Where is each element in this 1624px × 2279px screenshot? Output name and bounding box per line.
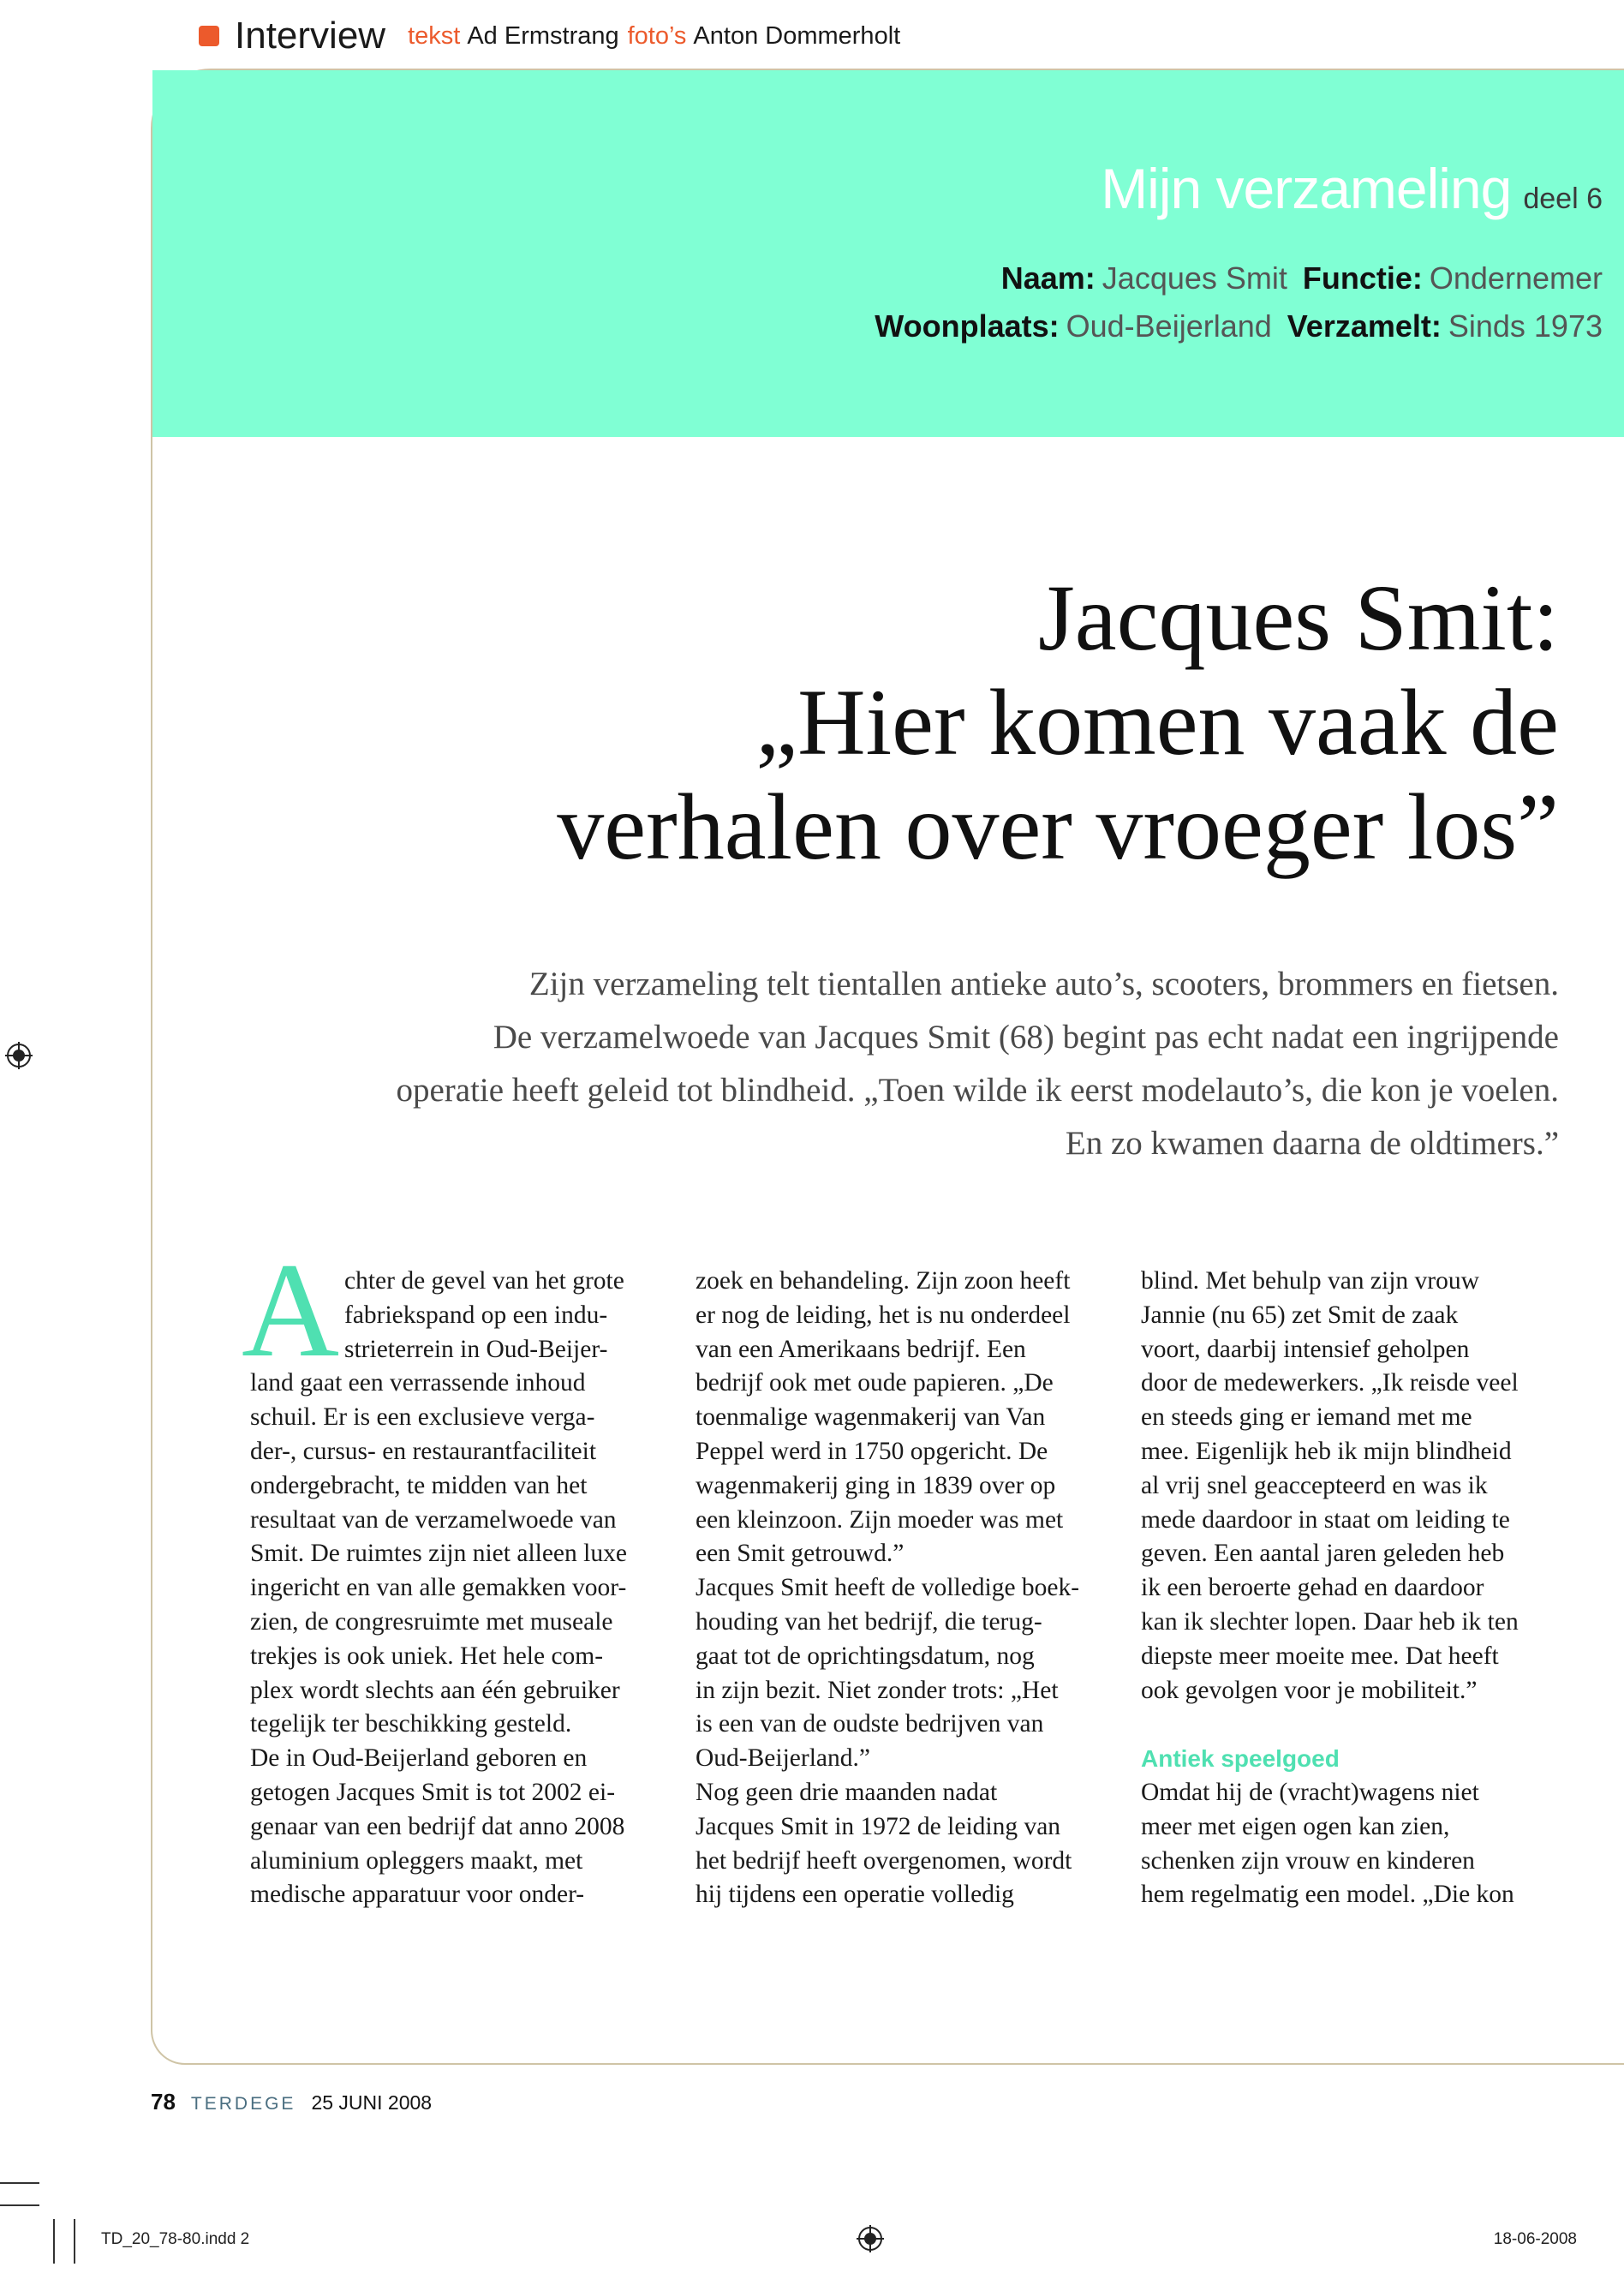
body-line: meer met eigen ogen kan zien, bbox=[1141, 1812, 1450, 1840]
body-line: Omdat hij de (vracht)wagens niet bbox=[1141, 1778, 1479, 1806]
body-line: hij tijdens een operatie volledig bbox=[696, 1881, 1014, 1909]
headline-line: Jacques Smit: bbox=[1037, 565, 1559, 670]
photo-credit-key: foto’s bbox=[627, 21, 687, 50]
body-line: hem regelmatig een model. „Die kon bbox=[1141, 1881, 1514, 1909]
intro-line: En zo kwamen daarna de oldtimers.” bbox=[1065, 1125, 1559, 1162]
body-line: ingericht en van alle gemakken voor- bbox=[250, 1574, 627, 1602]
body-line-spacer bbox=[1141, 1708, 1569, 1742]
body-line: Oud-Beijerland.” bbox=[696, 1744, 870, 1773]
body-line: schuil. Er is een exclusieve verga- bbox=[250, 1403, 595, 1432]
body-line: geven. Een aantal jaren geleden heb bbox=[1141, 1540, 1505, 1568]
function-key: Functie: bbox=[1302, 260, 1423, 296]
name-key: Naam: bbox=[1000, 260, 1096, 296]
intro-line: Zijn verzameling telt tientallen antieke auto’s, scooters, brommers en fietsen. bbox=[528, 966, 1559, 1002]
function-value: Ondernemer bbox=[1429, 260, 1603, 296]
body-line: en steeds ging er iemand met me bbox=[1141, 1403, 1472, 1432]
body-line: van een Amerikaans bedrijf. Een bbox=[696, 1335, 1026, 1363]
page-number: 78 bbox=[151, 2089, 176, 2115]
body-line: getogen Jacques Smit is tot 2002 ei- bbox=[250, 1778, 616, 1806]
body-line: schenken zijn vrouw en kinderen bbox=[1141, 1846, 1475, 1875]
body-line: De in Oud-Beijerland geboren en bbox=[250, 1744, 588, 1773]
article-header bbox=[199, 15, 909, 57]
intro-paragraph bbox=[396, 958, 1559, 1170]
body-line: er nog de leiding, het is nu onderdeel bbox=[696, 1301, 1071, 1329]
residence-key: Woonplaats: bbox=[875, 308, 1060, 344]
body-line: plex wordt slechts aan één gebruiker bbox=[250, 1676, 620, 1704]
body-line: is een van de oudste bedrijven van bbox=[696, 1710, 1044, 1738]
profile-row-1 bbox=[1001, 260, 1603, 296]
name-value: Jacques Smit bbox=[1102, 260, 1287, 296]
body-line: gaat tot de oprichtingsdatum, nog bbox=[696, 1642, 1035, 1670]
profile-row-2 bbox=[875, 308, 1603, 344]
body-column-2 bbox=[696, 1265, 1124, 1912]
body-line: toenmalige wagenmakerij van Van bbox=[696, 1403, 1046, 1432]
body-line: Jannie (nu 65) zet Smit de zaak bbox=[1141, 1301, 1459, 1329]
crop-mark bbox=[53, 2219, 55, 2264]
profile-panel bbox=[152, 70, 1624, 437]
publication-name: TERDEGE bbox=[190, 2094, 296, 2114]
headline bbox=[557, 565, 1559, 879]
drop-cap: A bbox=[242, 1235, 340, 1385]
collects-value: Sinds 1973 bbox=[1448, 308, 1603, 344]
slug-filename: TD_20_78-80.indd 2 bbox=[101, 2230, 250, 2248]
residence-value: Oud-Beijerland bbox=[1066, 308, 1272, 344]
issue-date: 25 JUNI 2008 bbox=[311, 2091, 433, 2114]
body-line: al vrij snel geaccepteerd en was ik bbox=[1141, 1471, 1488, 1499]
body-line: zien, de congresruimte met museale bbox=[250, 1607, 613, 1636]
body-line: een Smit getrouwd.” bbox=[696, 1540, 905, 1568]
crop-mark bbox=[74, 2219, 75, 2264]
text-author: Ad Ermstrang bbox=[467, 21, 619, 50]
body-line: Smit. De ruimtes zijn niet alleen luxe bbox=[250, 1540, 627, 1568]
crop-mark bbox=[0, 2182, 39, 2184]
body-line: Jacques Smit heeft de volledige boek- bbox=[696, 1574, 1080, 1602]
folio bbox=[151, 2089, 432, 2115]
body-column-1 bbox=[242, 1235, 670, 1912]
intro-line: operatie heeft geleid tot blindheid. „Toen wilde ik eerst modelauto’s, die kon je voelen. bbox=[396, 1072, 1559, 1109]
body-line: blind. Met behulp van zijn vrouw bbox=[1141, 1267, 1479, 1295]
body-line: zoek en behandeling. Zijn zoon heeft bbox=[696, 1267, 1071, 1295]
body-line: Peppel werd in 1750 opgericht. De bbox=[696, 1437, 1048, 1465]
body-line: houding van het bedrijf, die terug- bbox=[696, 1607, 1042, 1636]
body-line: trekjes is ook uniek. Het hele com- bbox=[250, 1642, 604, 1670]
body-line: door de medewerkers. „Ik reisde veel bbox=[1141, 1369, 1519, 1397]
body-line: land gaat een verrassende inhoud bbox=[250, 1369, 586, 1397]
body-line: diepste meer moeite mee. Dat heeft bbox=[1141, 1642, 1499, 1670]
body-line: in zijn bezit. Niet zonder trots: „Het bbox=[696, 1676, 1059, 1704]
body-line: chter de gevel van het grote bbox=[344, 1267, 624, 1295]
body-line: ook gevolgen voor je mobiliteit.” bbox=[1141, 1676, 1478, 1704]
body-line: het bedrijf heeft overgenomen, wordt bbox=[696, 1846, 1072, 1875]
body-line: ondergebracht, te midden van het bbox=[250, 1471, 588, 1499]
body-line: medische apparatuur voor onder- bbox=[250, 1881, 585, 1909]
headline-line: verhalen over vroeger los” bbox=[557, 775, 1559, 879]
photographer: Anton Dommerholt bbox=[693, 21, 901, 50]
body-line: voort, daarbij intensief geholpen bbox=[1141, 1335, 1470, 1363]
body-line: Jacques Smit in 1972 de leiding van bbox=[696, 1812, 1061, 1840]
section-marker-icon bbox=[199, 26, 219, 46]
intro-line: De verzamelwoede van Jacques Smit (68) begint pas echt nadat een ingrijpende bbox=[493, 1019, 1559, 1056]
body-line: ik een beroerte gehad en daardoor bbox=[1141, 1574, 1484, 1602]
body-line: een kleinzoon. Zijn moeder was met bbox=[696, 1505, 1064, 1534]
body-column-3 bbox=[1141, 1265, 1569, 1912]
body-line: wagenmakerij ging in 1839 over op bbox=[696, 1471, 1056, 1499]
body-line: kan ik slechter lopen. Daar heb ik ten bbox=[1141, 1607, 1519, 1636]
series-part: deel 6 bbox=[1523, 182, 1603, 215]
crop-mark bbox=[0, 2204, 39, 2206]
registration-mark-icon bbox=[857, 2225, 884, 2252]
series-heading bbox=[1101, 156, 1603, 221]
body-line: resultaat van de verzamelwoede van bbox=[250, 1505, 617, 1534]
subheading: Antiek speelgoed bbox=[1141, 1745, 1340, 1773]
body-line: mee. Eigenlijk heb ik mijn blindheid bbox=[1141, 1437, 1512, 1465]
section-label: Interview bbox=[235, 15, 386, 57]
body-line: fabriekspand op een indu- bbox=[344, 1301, 608, 1329]
registration-mark-icon bbox=[5, 1042, 33, 1069]
body-line: genaar van een bedrijf dat anno 2008 bbox=[250, 1812, 625, 1840]
slug-date: 18-06-2008 bbox=[1493, 2230, 1577, 2248]
body-line: bedrijf ook met oude papieren. „De bbox=[696, 1369, 1054, 1397]
series-title: Mijn verzameling bbox=[1101, 157, 1512, 220]
body-line: aluminium opleggers maakt, met bbox=[250, 1846, 583, 1875]
collects-key: Verzamelt: bbox=[1287, 308, 1442, 344]
body-line: Nog geen drie maanden nadat bbox=[696, 1778, 998, 1806]
body-line: tegelijk ter beschikking gesteld. bbox=[250, 1710, 572, 1738]
body-line: mede daardoor in staat om leiding te bbox=[1141, 1505, 1510, 1534]
body-line: strieterrein in Oud-Beijer- bbox=[344, 1335, 608, 1363]
text-credit-key: tekst bbox=[408, 21, 461, 50]
body-line: der-, cursus- en restaurantfaciliteit bbox=[250, 1437, 597, 1465]
headline-line: „Hier komen vaak de bbox=[755, 670, 1559, 775]
